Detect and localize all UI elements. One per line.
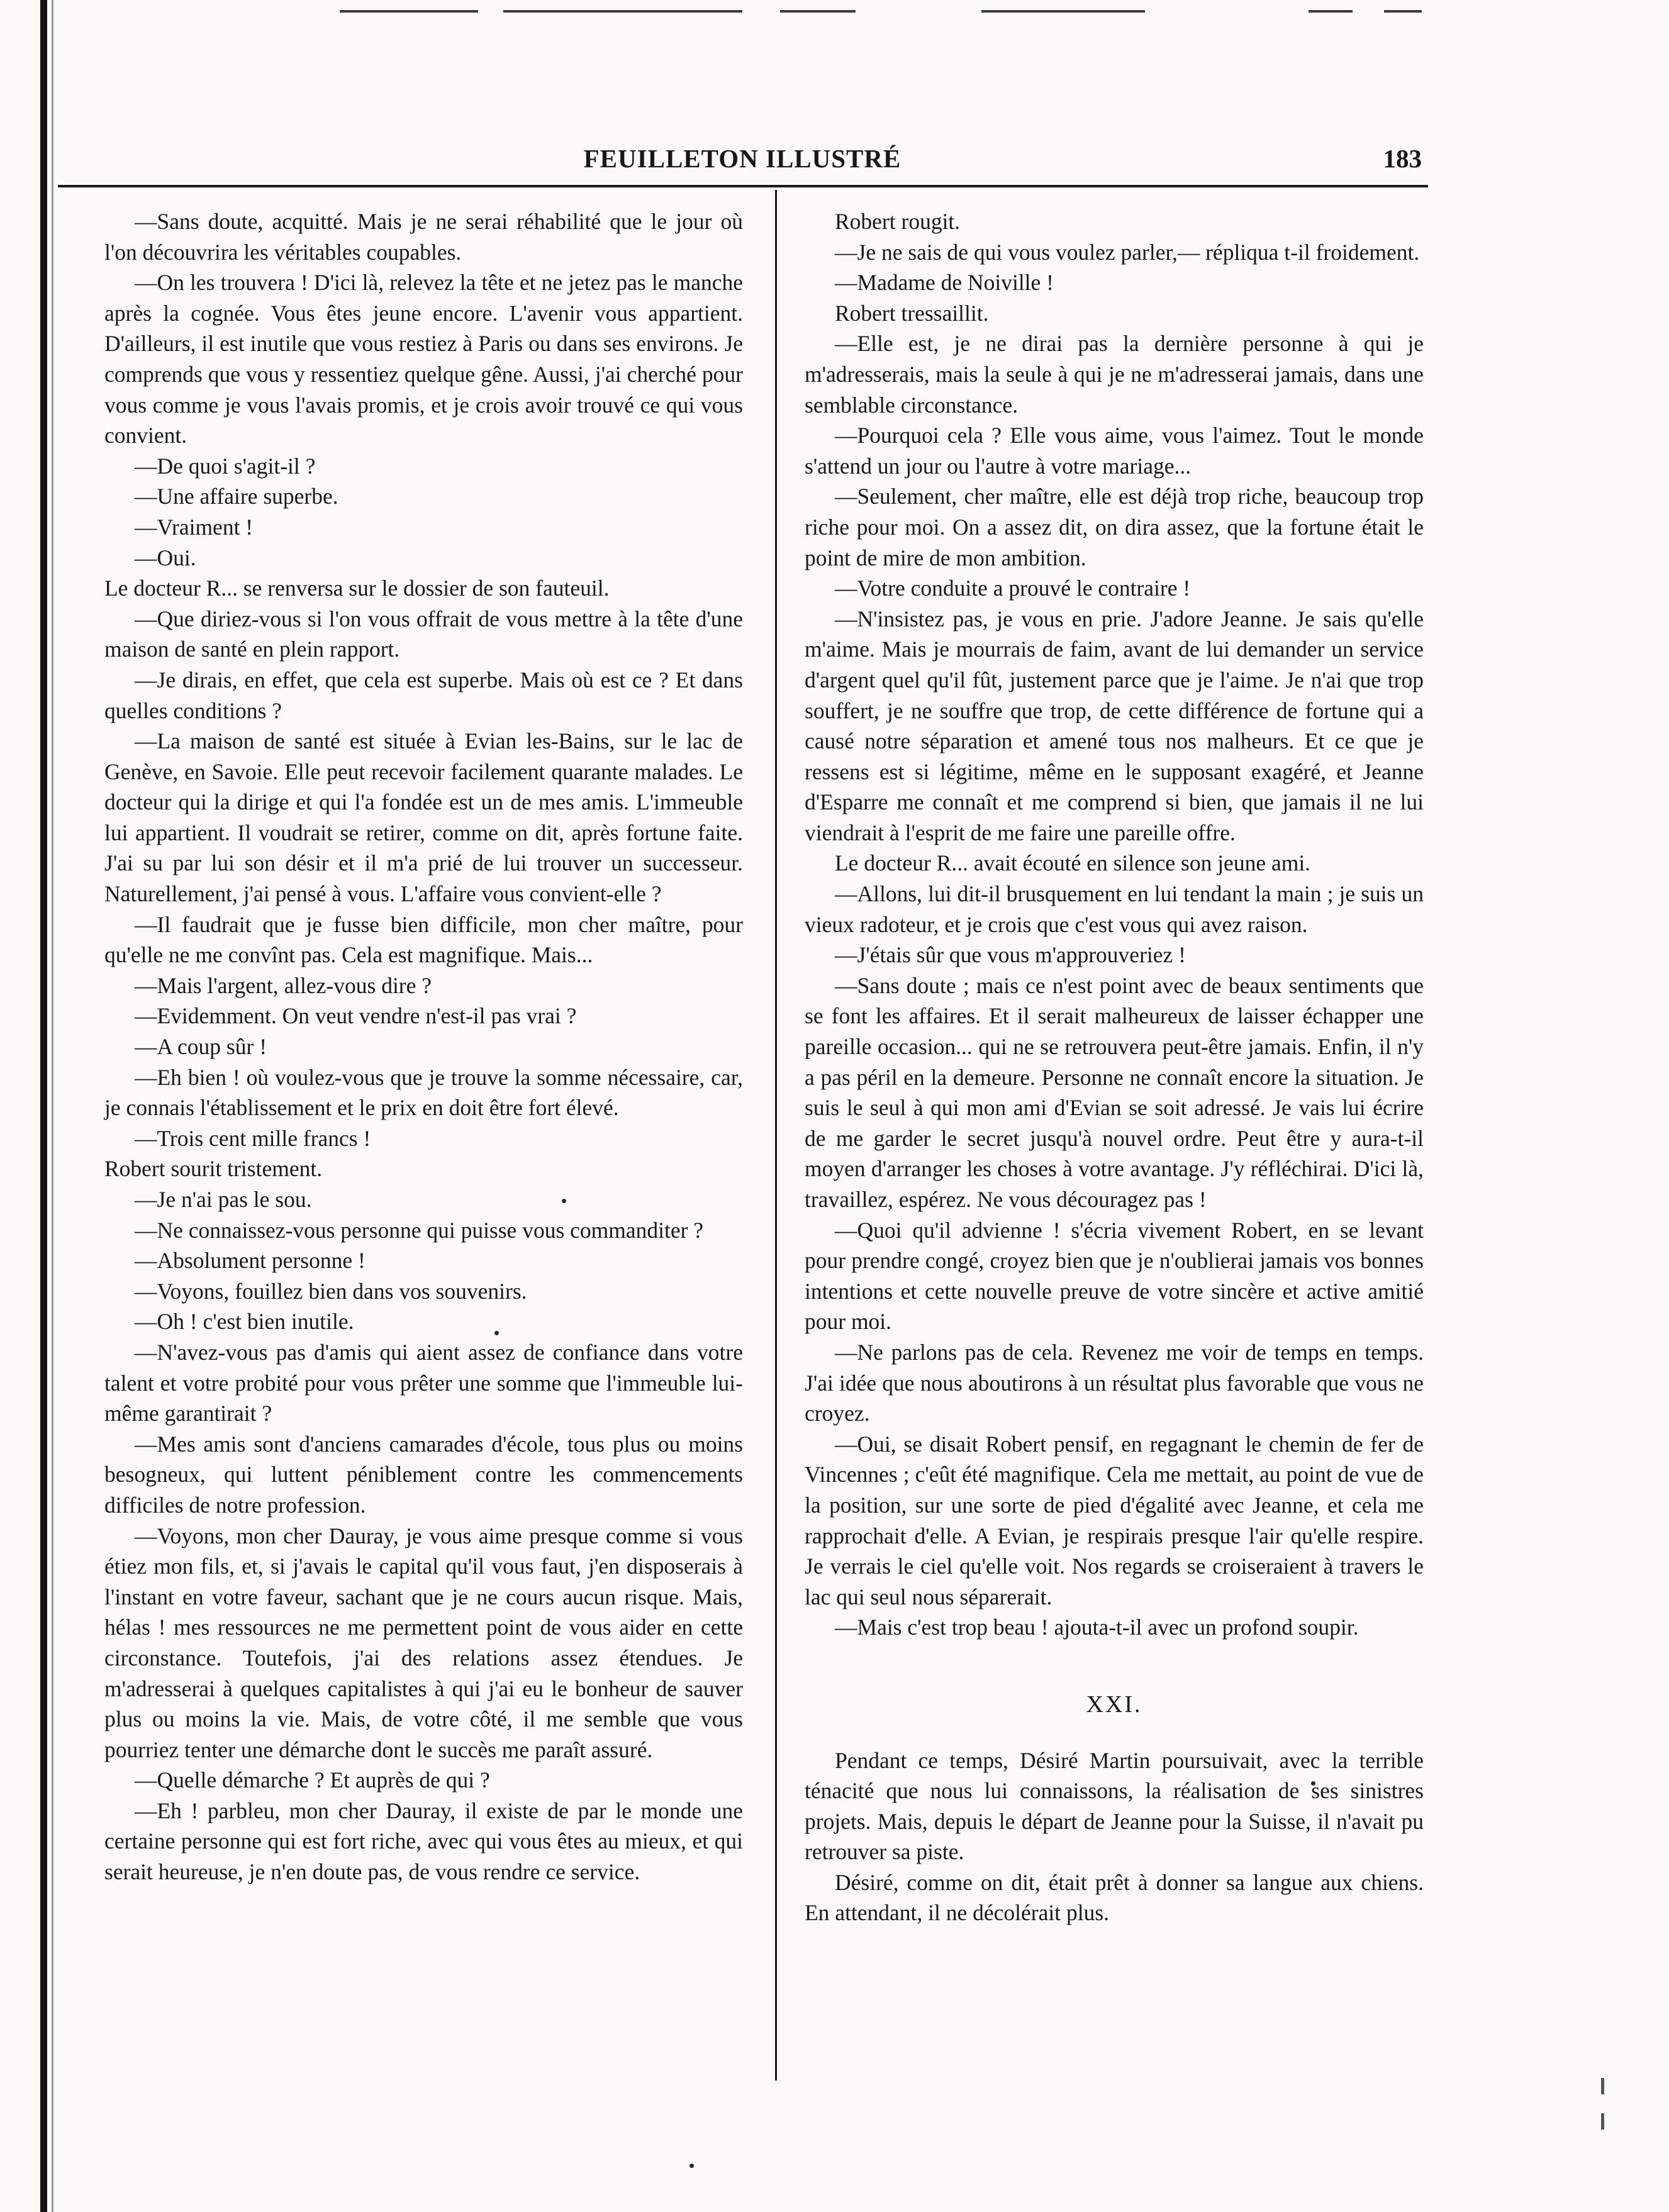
left-column bbox=[104, 206, 743, 1887]
scan-noise bbox=[1384, 10, 1422, 13]
paragraph: —Oui, se disait Robert pensif, en regagnant le chemin de fer de Vincennes ; c'eût été magnifique. Cela me mettait, au point de vue de la position, sur une sorte de pied d'égalité avec Jeanne, et cela me rapprochait d'elle. A Evian, je respirais presque l'air qu'elle respire. Je verrais le ciel qu'elle voit. Nos regards se croiseraient à travers le lac qui seul nous séparerait. bbox=[805, 1431, 1424, 1609]
page-title: FEUILLETON ILLUSTRÉ bbox=[583, 144, 901, 173]
paragraph: —On les trouvera ! D'ici là, relevez la tête et ne jetez pas le manche après la cognée. Vous êtes jeune encore. L'avenir vous appartient. D'ailleurs, il est inutile que vous restiez à Paris ou dans ses environs. Je comprends que vous y ressentiez quelque gêne. Aussi, j'ai cherché pour vous comme je vous l'avais promis, et je crois avoir trouvé ce qui vous convient. bbox=[104, 270, 743, 448]
scan-speck bbox=[1601, 2113, 1604, 2130]
paragraph: —A coup sûr ! bbox=[135, 1034, 267, 1060]
paragraph: —Allons, lui dit-il brusquement en lui tendant la main ; je suis un vieux radoteur, et je crois que c'est vous qui avez raison. bbox=[805, 881, 1424, 937]
paragraph: —Oh ! c'est bien inutile. bbox=[135, 1309, 354, 1335]
paragraph: —Pourquoi cela ? Elle vous aime, vous l'aimez. Tout le monde s'attend un jour ou l'autre à votre mariage... bbox=[805, 423, 1424, 479]
paragraph: —Madame de Noiville ! bbox=[835, 270, 1054, 296]
paragraph: —Je n'ai pas le sou. bbox=[135, 1187, 312, 1212]
paragraph: —J'étais sûr que vous m'approuveriez ! bbox=[835, 942, 1186, 968]
paragraph: —Mais c'est trop beau ! ajouta-t-il avec un profond soupir. bbox=[835, 1615, 1359, 1640]
paragraph: —Seulement, cher maître, elle est déjà trop riche, beaucoup trop riche pour moi. On a assez dit, on dira assez, que la fortune était le point de mire de mon ambition. bbox=[805, 484, 1424, 570]
paragraph: —Eh bien ! où voulez-vous que je trouve la somme nécessaire, car, je connais l'établissement et le prix en doit être fort élevé. bbox=[104, 1064, 743, 1121]
paragraph: —Une affaire superbe. bbox=[135, 484, 338, 509]
paragraph: —Il faudrait que je fusse bien difficile, mon cher maître, pour qu'elle ne me convînt pas. Cela est magnifique. Mais... bbox=[104, 911, 743, 968]
paragraph: —Elle est, je ne dirai pas la dernière personne à qui je m'adresserais, mais la seule à qui je ne m'adresserai jamais, dans une semblable circonstance. bbox=[805, 331, 1424, 418]
running-header bbox=[59, 140, 1426, 180]
paragraph: —N'insistez pas, je vous en prie. J'adore Jeanne. Je sais qu'elle m'aime. Mais je mourrais de faim, avant de lui demander un service d'argent quel qu'il fût, justement parce que je l'aime. Je n'ai que trop souffert, je ne souffre que trop, de cette différence de fortune qui a causé notre séparation et amené tous nos malheurs. Et ce que je ressens est si légitime, même en le supposant exagéré, et Jeanne d'Esparre me connaît et me comprend si bien, que jamais il ne lui viendrait à l'esprit de me faire une pareille offre. bbox=[805, 606, 1424, 845]
paragraph: —Quoi qu'il advienne ! s'écria vivement Robert, en se levant pour prendre congé, croyez bien que je n'oublierai jamais vos bonnes intentions et cette nouvelle preuve de votre sincère et active amitié pour moi. bbox=[805, 1217, 1424, 1335]
paragraph: —Oui. bbox=[135, 545, 196, 570]
paragraph: —Ne parlons pas de cela. Revenez me voir de temps en temps. J'ai idée que nous aboutirons à un résultat plus favorable que vous ne croyez. bbox=[805, 1339, 1424, 1426]
paragraph: —Mes amis sont d'anciens camarades d'école, tous plus ou moins besogneux, qui luttent péniblement contre les commencements difficiles de notre profession. bbox=[104, 1431, 743, 1518]
paragraph: —Voyons, fouillez bien dans vos souvenirs. bbox=[135, 1278, 527, 1304]
scan-noise bbox=[1309, 10, 1353, 13]
header-rule bbox=[58, 185, 1428, 187]
paragraph: —Quelle démarche ? Et auprès de qui ? bbox=[135, 1767, 490, 1793]
paragraph: —Que diriez-vous si l'on vous offrait de vous mettre à la tête d'une maison de santé en plein rapport. bbox=[104, 606, 743, 662]
chapter-heading: XXI. bbox=[1086, 1691, 1142, 1718]
paragraph: —Ne connaissez-vous personne qui puisse vous commanditer ? bbox=[135, 1217, 704, 1243]
scan-noise bbox=[780, 10, 856, 13]
paragraph: —Trois cent mille francs ! bbox=[135, 1125, 371, 1151]
paragraph: —De quoi s'agit-il ? bbox=[135, 453, 316, 479]
paragraph: —La maison de santé est située à Evian les-Bains, sur le lac de Genève, en Savoie. Elle peut recevoir facilement quarante malades. Le docteur qui la dirige et qui l'a fondée est un de mes amis. L'immeuble lui appartient. Il voudrait se retirer, comme on dit, après fortune faite. J'ai su par lui son désir et il m'a prié de lui trouver un successeur. Naturellement, j'ai pensé à vous. L'affaire vous convient-elle ? bbox=[104, 728, 743, 907]
paragraph: —Absolument personne ! bbox=[135, 1248, 366, 1274]
scan-noise bbox=[340, 10, 478, 13]
paragraph: —Vraiment ! bbox=[135, 514, 254, 540]
column-divider bbox=[775, 190, 777, 2081]
scan-speck bbox=[689, 2164, 694, 2168]
paragraph: —N'avez-vous pas d'amis qui aient assez de confiance dans votre talent et votre probité pour vous prêter une somme que l'immeuble lui-même garantirait ? bbox=[104, 1339, 743, 1426]
scan-noise bbox=[981, 10, 1145, 13]
scan-binding-edge bbox=[40, 0, 47, 2212]
paragraph: —Mais l'argent, allez-vous dire ? bbox=[135, 972, 432, 998]
paragraph: Robert sourit tristement. bbox=[104, 1156, 323, 1182]
paragraph: —Sans doute ; mais ce n'est point avec de beaux sentiments que se font les affaires. Et il serait malheureux de laisser échapper une pareille occasion... qui ne se retrouvera peut-être jamais. Enfin, il n'y a pas péril en la demeure. Personne ne connaît encore la situation. Je suis le seul à qui mon ami d'Evian se soit adressé. Je vais lui écrire de me garder le secret jusqu'à nouvel ordre. Peut être y aura-t-il moyen d'arranger les choses à votre avantage. J'y réfléchirai. D'ici là, travaillez, espérez. Ne vous découragez pas ! bbox=[805, 972, 1424, 1212]
paragraph: —Sans doute, acquitté. Mais je ne serai réhabilité que le jour où l'on découvrira les véritables coupables. bbox=[104, 209, 743, 265]
paragraph: Robert rougit. bbox=[835, 209, 961, 234]
paragraph: Le docteur R... avait écouté en silence son jeune ami. bbox=[835, 850, 1311, 876]
paragraph: —Je dirais, en effet, que cela est superbe. Mais où est ce ? Et dans quelles conditions ? bbox=[104, 667, 743, 723]
paragraph: —Je ne sais de qui vous voulez parler,— répliqua t-il froidement. bbox=[835, 239, 1420, 265]
scan-binding-shadow bbox=[52, 0, 53, 2212]
scan-noise bbox=[503, 10, 742, 13]
paragraph: Pendant ce temps, Désiré Martin poursuivait, avec la terrible ténacité que nous lui connaissons, la réalisation de ses sinistres projets. Mais, depuis le départ de Jeanne pour la Suisse, il n'avait pu retrouver sa piste. bbox=[805, 1747, 1424, 1865]
right-column bbox=[805, 206, 1424, 1928]
page-number: 183 bbox=[1383, 144, 1422, 173]
paragraph: Robert tressaillit. bbox=[835, 300, 989, 326]
paragraph: —Eh ! parbleu, mon cher Dauray, il existe de par le monde une certaine personne qui est fort riche, avec qui vous êtes au mieux, et qui serait heureuse, je n'en doute pas, de vous rendre ce service. bbox=[104, 1798, 743, 1885]
paragraph: —Evidemment. On veut vendre n'est-il pas vrai ? bbox=[135, 1003, 577, 1029]
paragraph: —Voyons, mon cher Dauray, je vous aime presque comme si vous étiez mon fils, et, si j'avais le capital qu'il vous faut, j'en disposerais à l'instant en votre faveur, sachant que je ne cours aucun risque. Mais, hélas ! mes ressources ne me permettent point de vous aider en cette circonstance. Toutefois, j'ai des relations assez étendues. Je m'adresserai à quelques capitalistes à qui j'ai eu le bonheur de sauver plus ou moins la vie. Mais, de votre côté, il me semble que vous pourriez tenter une démarche dont le succès me paraît assuré. bbox=[104, 1523, 743, 1762]
paragraph: Désiré, comme on dit, était prêt à donner sa langue aux chiens. En attendant, il ne décolérait plus. bbox=[805, 1869, 1424, 1926]
paragraph: —Votre conduite a prouvé le contraire ! bbox=[835, 575, 1191, 601]
scan-speck bbox=[1601, 2078, 1604, 2094]
paragraph: Le docteur R... se renversa sur le dossier de son fauteuil. bbox=[104, 575, 610, 601]
